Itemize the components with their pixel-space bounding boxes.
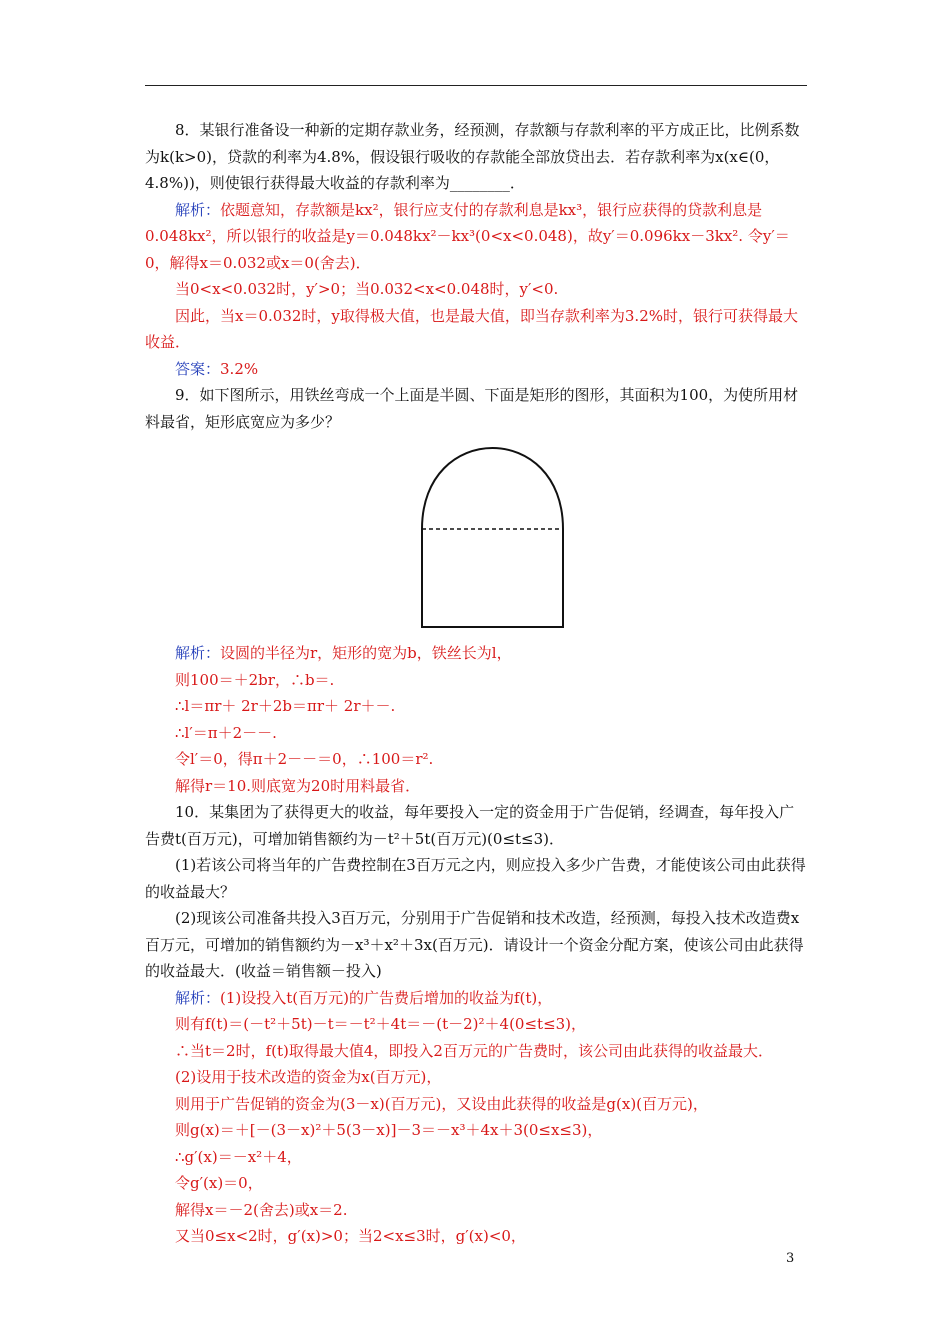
q9-solution-line: 则100＝＋2br，∴b＝.: [175, 670, 335, 689]
q8-solution-line: 因此，当x＝0.032时，y取得极大值，也是最大值，即当存款利率为3.2%时，银行可获得最大收益．: [145, 306, 798, 351]
q10-solution-line: 则用于广告促销的资金为(3－x)(百万元)，又设由此获得的收益是g(x)(百万元)，: [175, 1094, 708, 1113]
q9-solution-line: 解得r＝10.则底宽为20时用料最省．: [175, 776, 421, 795]
q9-figure: [145, 435, 807, 640]
q9-question: 9．如下图所示，用铁丝弯成一个上面是半圆、下面是矩形的图形，其面积为100，为使所用材料最省，矩形底宽应为多少？: [145, 386, 799, 431]
q10-part2: (2)现该公司准备共投入3百万元，分别用于广告促销和技术改造，经预测，每投入技术改造费x百万元，可增加的销售额约为－x³＋x²＋3x(百万元)．请设计一个资金分配方案，使该公司由此获得的收益最大．(收益＝销售额－投入): [145, 909, 804, 980]
q10-solution-line: 解得x＝－2(舍去)或x＝2.: [175, 1200, 348, 1219]
q10-solution-line: 解析：(1)设投入t(百万元)的广告费后增加的收益为f(t)，: [175, 988, 553, 1007]
semicircle-arc: [422, 448, 563, 529]
q10-part1: (1)若该公司将当年的广告费控制在3百万元之内，则应投入多少广告费，才能使该公司由此获得的收益最大？: [145, 856, 806, 901]
q10-solution-line: 又当0≤x<2时，g′(x)>0；当2<x≤3时，g′(x)<0，: [175, 1227, 526, 1245]
header-rule: [145, 85, 807, 86]
q8-answer-label: 答案：: [175, 359, 221, 378]
q9-solution-label: 解析：: [175, 644, 221, 662]
q10-solution-line: 则g(x)＝＋[－(3－x)²＋5(3－x)]－3＝－x³＋4x＋3(0≤x≤3)，: [175, 1121, 603, 1139]
page-number: 3: [786, 1251, 795, 1266]
q9-solution-line: 解析：设圆的半径为r，矩形的宽为b，铁丝长为l，: [175, 644, 512, 662]
q10-solution-line: 令g′(x)＝0，: [175, 1174, 263, 1192]
q9-solution-line: ∴l′＝π＋2－－.: [175, 723, 277, 742]
q8-question: 8．某银行准备设一种新的定期存款业务，经预测，存款额与存款利率的平方成正比，比例系数为k(k>0)，贷款的利率为4.8%，假设银行吸收的存款能全部放贷出去．若存款利率为x(x∈(0，4.8%))，则使银行获得最大收益的存款利率为________．: [145, 121, 800, 192]
semicircle-rectangle-diagram: [420, 441, 565, 631]
q10-solution-line: ∴当t＝2时，f(t)取得最大值4，即投入2百万元的广告费时，该公司由此获得的收益最大．: [175, 1041, 773, 1060]
q9-solution-line: 令l′＝0，得π＋2－－＝0，∴100＝r².: [175, 750, 434, 768]
q10-solution-line: (2)设用于技术改造的资金为x(百万元)，: [175, 1068, 442, 1086]
q8-answer: 答案：3.2%: [175, 359, 259, 378]
rectangle-outline: [422, 529, 563, 627]
q10-solution-line: ∴g′(x)＝－x²＋4，: [175, 1147, 302, 1166]
q8-solution-line: 解析：依题意知，存款额是kx²，银行应支付的存款利息是kx³，银行应获得的贷款利息是0.048kx²，所以银行的收益是y＝0.048kx²－kx³(0<x<0.048)，故y′＝0.096kx－3kx². 令y′＝0，解得x＝0.032或x＝0(舍去)．: [145, 200, 790, 272]
q10-solution-label: 解析：: [175, 988, 221, 1007]
q10-question: 10．某集团为了获得更大的收益，每年要投入一定的资金用于广告促销，经调查，每年投入广告费t(百万元)，可增加销售额约为－t²＋5t(百万元)(0≤t≤3)．: [145, 803, 795, 848]
q10-solution-line: 则有f(t)＝(－t²＋5t)－t＝－t²＋4t＝－(t－2)²＋4(0≤t≤3)，: [175, 1015, 587, 1033]
q8-solution-label: 解析：: [175, 200, 221, 219]
q8-solution-line: 当0<x<0.032时，y′>0；当0.032<x<0.048时，y′<0.: [175, 280, 559, 298]
q9-solution-line: ∴l＝πr＋ 2r＋2b＝πr＋ 2r＋－.: [175, 697, 396, 715]
page-content: [145, 117, 807, 1250]
